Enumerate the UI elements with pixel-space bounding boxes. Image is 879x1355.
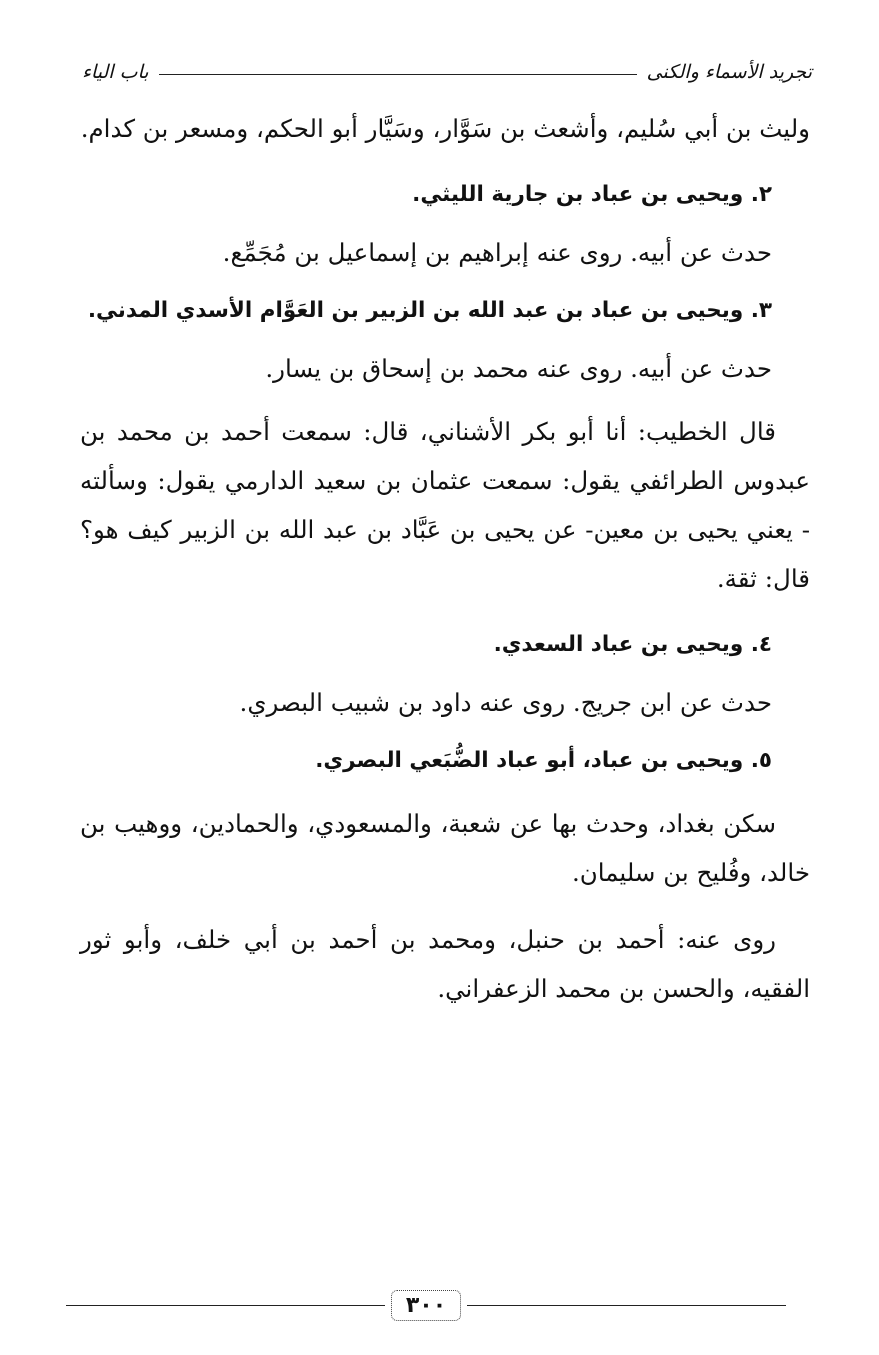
entry-4-body: حدث عن ابن جريج. روى عنه داود بن شبيب البصري. [239,688,772,717]
chapter-title: باب الياء [82,61,149,83]
page-footer [66,1280,786,1330]
book-title: تجريد الأسماء والكنى [646,61,812,83]
entry-2-heading: ٢. ويحيى بن عباد بن جارية الليثي. [412,182,772,207]
continued-paragraph: وليث بن أبي سُليم، وأشعث بن سَوَّار، وسَيَّار أبو الحكم، ومسعر بن كدام. [80,114,810,143]
footer-rule-right [467,1305,786,1306]
entry-5-residence-paragraph: سكن بغداد، وحدث بها عن شعبة، والمسعودي، والحمادين، ووهيب بن خالد، وفُليح بن سليمان. [80,809,810,887]
entry-5-narrators-paragraph: روى عنه: أحمد بن حنبل، ومحمد بن أحمد بن أبي خلف، وأبو ثور الفقيه، والحسن بن محمد الزعفراني. [80,925,810,1003]
entry-3-body: حدث عن أبيه. روى عنه محمد بن إسحاق بن يسار. [265,354,772,383]
khatib-paragraph: قال الخطيب: أنا أبو بكر الأشناني، قال: سمعت أحمد بن محمد بن عبدوس الطرائفي يقول: سمعت عثمان بن سعيد الدارمي يقول: وسألته - يعني يحيى بن معين- عن يحيى بن عَبَّاد بن عبد الله بن الزبير كيف هو؟ قال: ثقة. [80,417,810,593]
entry-4-heading: ٤. ويحيى بن عباد السعدي. [493,632,772,657]
page-body [80,104,810,1013]
footer-rule-left [66,1305,385,1306]
entry-2-body: حدث عن أبيه. روى عنه إبراهيم بن إسماعيل بن مُجَمِّع. [222,238,772,267]
running-header [82,52,812,92]
page-number: ٣٠٠ [391,1290,461,1321]
entry-3-heading: ٣. ويحيى بن عباد بن عبد الله بن الزبير بن العَوَّام الأسدي المدني. [87,298,772,323]
entry-5-heading: ٥. ويحيى بن عباد، أبو عباد الضُّبَعي البصري. [315,748,772,773]
header-rule [159,74,637,75]
